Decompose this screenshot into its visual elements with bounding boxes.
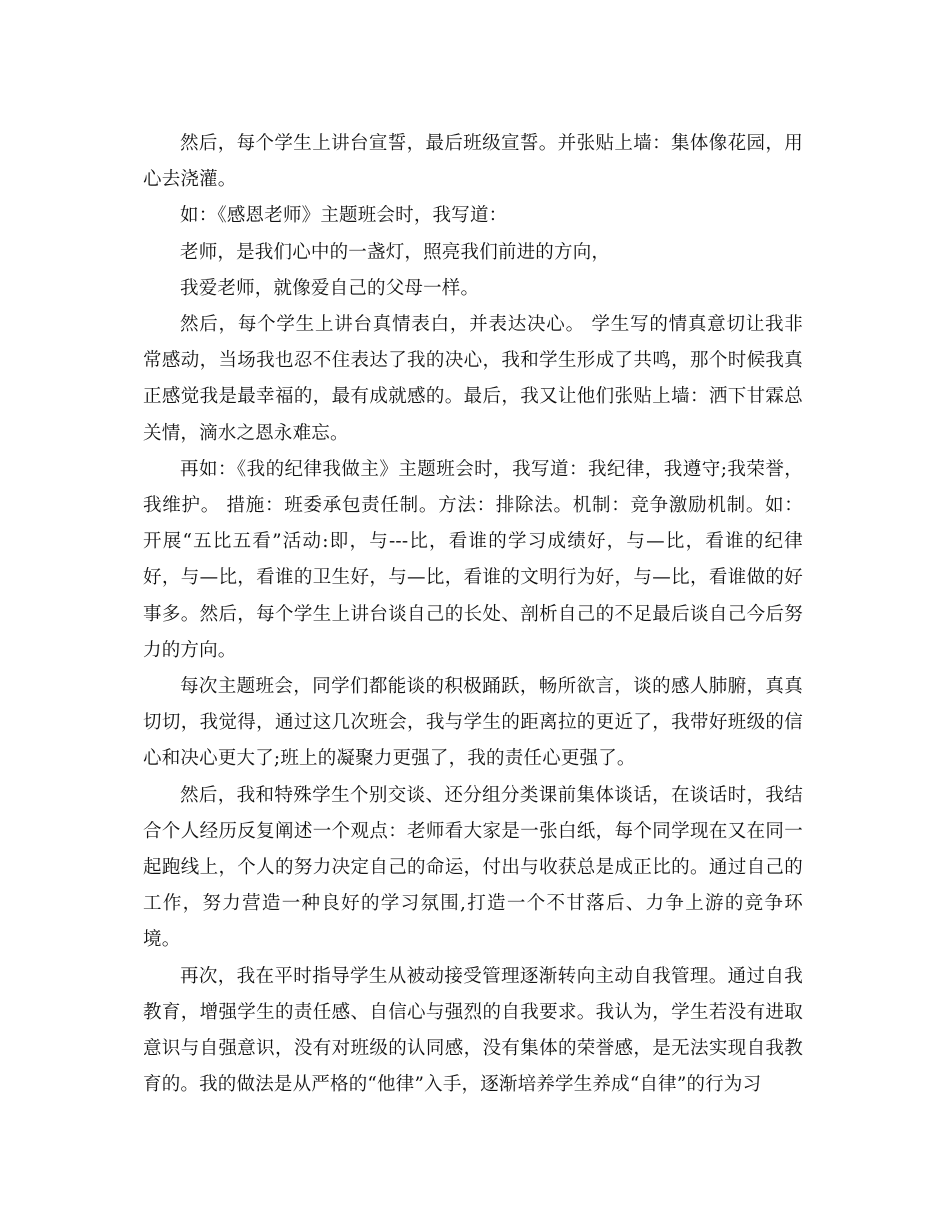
paragraph-1: 然后，每个学生上讲台宣誓，最后班级宣誓。并张贴上墙：集体像花园，用心去浇灌。 xyxy=(143,133,803,191)
paragraph-4: 我爱老师，就像爱自己的父母一样。 xyxy=(180,277,480,299)
paragraph-7: 每次主题班会，同学们都能谈的积极踊跃，畅所欲言，谈的感人肺腑，真真切切，我觉得，通过这几次班会，我与学生的距离拉的更近了，我带好班级的信心和决心更大了;班上的凝聚力更强了，我的责任心更强了。 xyxy=(143,676,803,770)
document-body xyxy=(143,126,803,1103)
paragraph-5: 然后，每个学生上讲台真情表白，并表达决心。 学生写的情真意切让我非常感动，当场我也忍不住表达了我的决心，我和学生形成了共鸣，那个时候我真正感觉我是最幸福的，最有成就感的。最后，我又让他们张贴上墙：洒下甘霖总关情，滴水之恩永难忘。 xyxy=(143,314,803,444)
paragraph-6: 再如：《我的纪律我做主》主题班会时，我写道：我纪律，我遵守;我荣誉，我维护。 措施：班委承包责任制。方法：排除法。机制：竞争激励机制。如：开展“五比五看”活动:即，与---比，看谁的学习成绩好，与—比，看谁的纪律好，与—比，看谁的卫生好，与—比，看谁的文明行为好，与—比，看谁做的好事多。然后，每个学生上讲台谈自己的长处、剖析自己的不足最后谈自己今后努力的方向。 xyxy=(143,458,803,661)
paragraph-3: 老师，是我们心中的一盏灯，照亮我们前进的方向， xyxy=(180,241,611,263)
paragraph-8: 然后，我和特殊学生个别交谈、还分组分类课前集体谈话，在谈话时，我结合个人经历反复阐述一个观点：老师看大家是一张白纸，每个同学现在又在同一起跑线上，个人的努力决定自己的命运，付出与收获总是成正比的。通过自己的工作，努力营造一种良好的学习氛围,打造一个不甘落后、力争上游的竞争环境。 xyxy=(143,784,803,951)
paragraph-9: 再次，我在平时指导学生从被动接受管理逐渐转向主动自我管理。通过自我教育，增强学生的责任感、自信心与强烈的自我要求。我认为，学生若没有进取意识与自强意识，没有对班级的认同感，没有集体的荣誉感，是无法实现自我教育的。我的做法是从严格的“他律”入手，逐渐培养学生养成“自律”的行为习 xyxy=(143,965,803,1096)
paragraph-2: 如：《感恩老师》主题班会时，我写道： xyxy=(180,205,508,227)
